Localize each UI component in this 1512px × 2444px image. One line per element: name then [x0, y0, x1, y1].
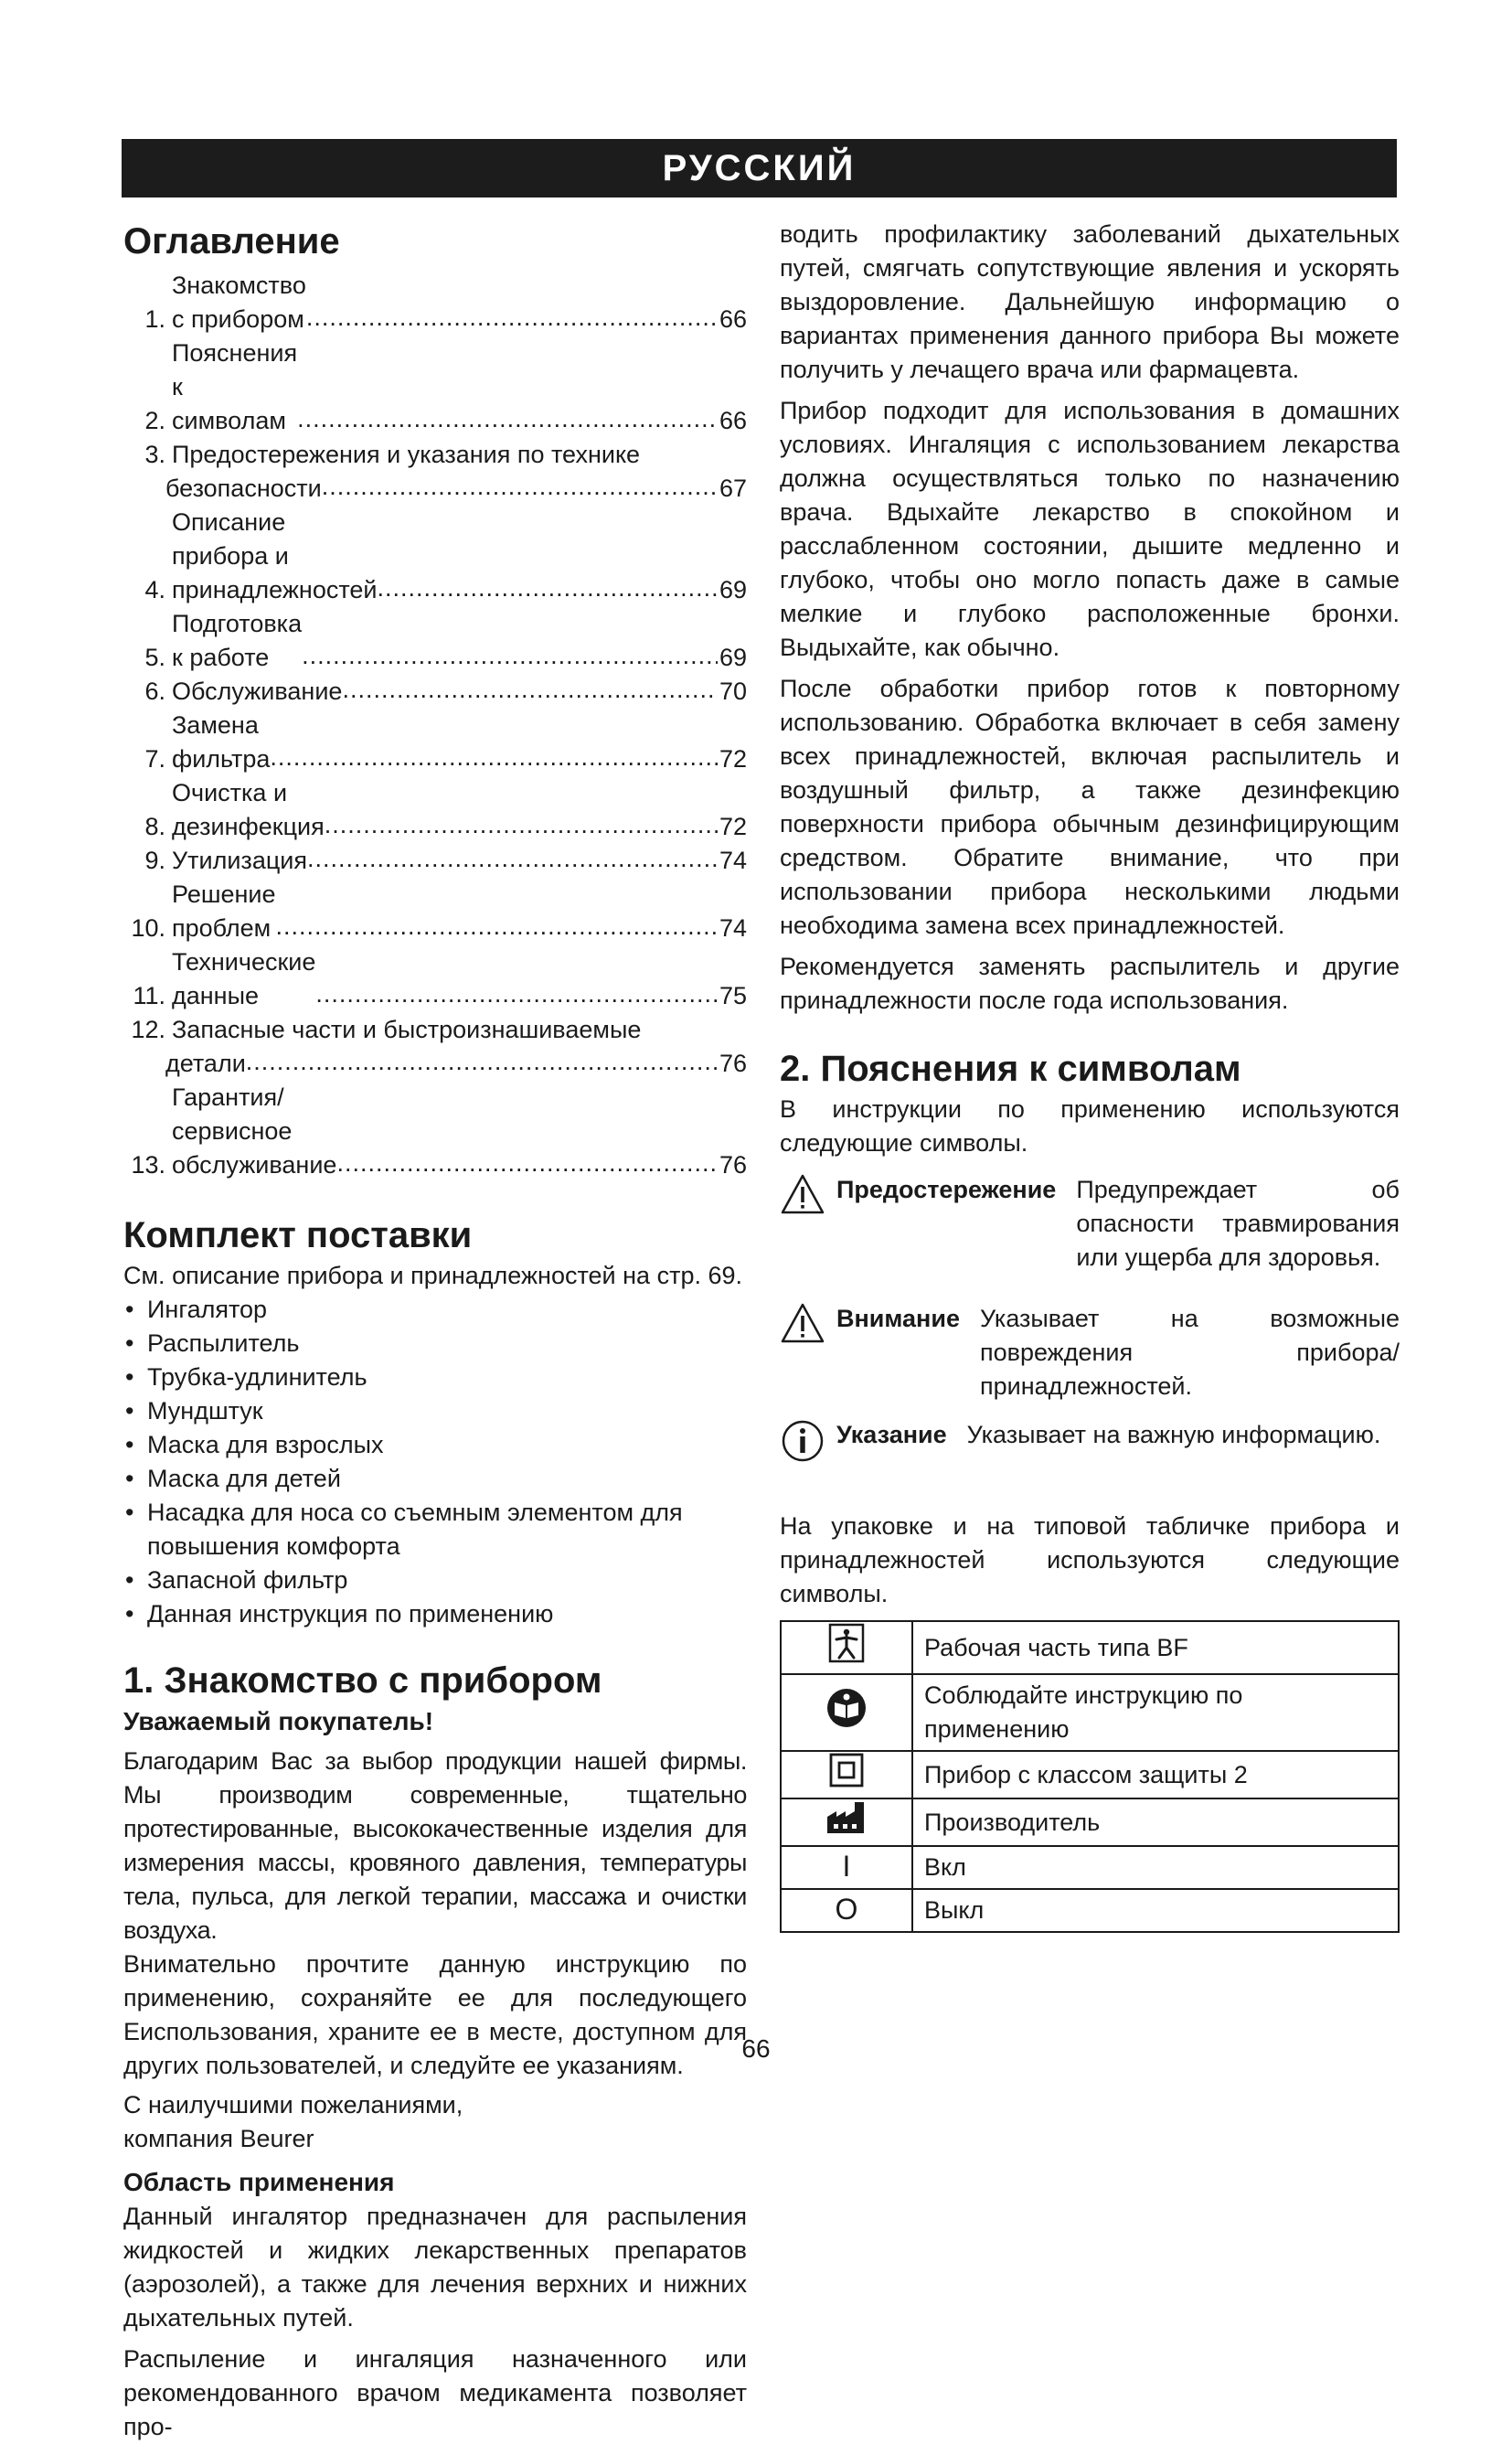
- table-intro: На упаковке и на типовой табличке прибора и принадлежностей используются следующие символы.: [780, 1512, 1400, 1607]
- toc-number: 4.: [144, 576, 165, 603]
- toc-leader: [297, 402, 718, 436]
- symbols-table-text: Производитель: [912, 1798, 1399, 1846]
- delivery-intro: См. описание прибора и принадлежностей на стр. 69.: [123, 1262, 742, 1289]
- toc-page: 76: [719, 1050, 747, 1077]
- toc-page: 74: [719, 847, 747, 874]
- toc-leader: [378, 571, 718, 605]
- toc-item-row: [123, 1047, 747, 1081]
- symbol-label: Внимание: [836, 1305, 960, 1332]
- toc-number: 1.: [144, 305, 165, 333]
- toc-text: Очистка и дезинфекция: [172, 779, 325, 840]
- toc-number: 9.: [144, 847, 165, 874]
- toc-text: Замена фильтра: [172, 711, 271, 773]
- right-paragraph: Рекомендуется заменять распылитель и другие принадлежности после года использования.: [780, 953, 1400, 1014]
- symbols-table-text: Вкл: [912, 1846, 1399, 1889]
- toc-text: Утилизация: [172, 847, 307, 874]
- section2-title: 2. Пояснения к символам: [780, 1049, 1241, 1089]
- table-of-contents: [123, 269, 747, 1182]
- section1-paragraph: Благодарим Вас за выбор продукции нашей фирмы. Мы производим современные, тщательно протестированные, высококачественные изделия для измерения массы, кровяного давления, температуры тела, пульса, для легкой терапии, массажа и очистки воздуха.: [123, 1747, 747, 1944]
- delivery-list: [123, 1293, 747, 1631]
- right-column: [780, 218, 1400, 1933]
- symbol-explanation: [780, 1173, 1400, 1275]
- toc-text: детали: [165, 1050, 246, 1077]
- toc-item: [123, 776, 747, 844]
- symbols-table-icon-cell: [781, 1751, 912, 1798]
- warning-triangle-icon: [780, 1173, 836, 1224]
- toc-page: 74: [719, 914, 747, 942]
- symbol-description: Указывает на важную информацию.: [966, 1421, 1381, 1448]
- toc-leader: [307, 842, 718, 876]
- symbols-table-text: Выкл: [912, 1889, 1399, 1932]
- right-paragraph: Прибор подходит для использования в домашних условиях. Ингаляция с использованием лекарства должна осуществляться только по назначению врача. Вдыхайте лекарство в спокойном и расслабленном состоянии, дышите медленно и глубоко, чтобы оно могло попасть даже в самые мелкие и глубоко расположенные бронхи. Выдыхайте, как обычно.: [780, 397, 1400, 661]
- section1-title: 1. Знакомство с прибором: [123, 1660, 602, 1701]
- toc-item: [123, 506, 747, 607]
- toc-leader: [325, 808, 718, 842]
- toc-number: 2.: [144, 407, 165, 434]
- section1-paragraph: Данный ингалятор предназначен для распыления жидкостей и жидких лекарственных препаратов (аэрозолей), а также для лечения верхних и нижних дыхательных путей.: [123, 2203, 747, 2332]
- left-column: [123, 218, 747, 2444]
- toc-leader: [342, 673, 718, 707]
- toc-text: Технические данные: [172, 948, 316, 1009]
- toc-text: Обслуживание: [172, 678, 343, 705]
- symbols-table-text: Рабочая часть типа BF: [912, 1621, 1399, 1674]
- section1-paragraph: Распыление и ингаляция назначенного или рекомендованного врачом медикамента позволяет про-: [123, 2345, 747, 2440]
- toc-number: 13.: [131, 1151, 165, 1179]
- toc-page: 72: [719, 813, 747, 840]
- toc-page: 69: [719, 576, 747, 603]
- delivery-item: • Насадка для носа со съемным элементом для повышения комфорта: [123, 1496, 747, 1564]
- toc-leader: [315, 977, 718, 1011]
- protection-class-2-icon: [829, 1766, 864, 1793]
- symbols-table-row: [781, 1846, 1399, 1889]
- symbols-table-row: [781, 1889, 1399, 1932]
- greeting-line: С наилучшими пожеланиями,: [123, 2091, 463, 2118]
- right-paragraph: водить профилактику заболеваний дыхательных путей, смягчать сопутствующие явления и ускорять выздоровление. Дальнейшую информацию о вариантах применения данного прибора Вы можете получить у лечащего врача или фармацевта.: [780, 220, 1400, 383]
- toc-item-row: [123, 438, 747, 472]
- warning-triangle-icon: [780, 1302, 836, 1353]
- section2-intro: В инструкции по применению используются следующие символы.: [780, 1095, 1400, 1157]
- toc-text: Предостережения и указания по технике: [172, 441, 641, 468]
- symbol-explanation: [780, 1302, 1400, 1403]
- toc-item: [123, 336, 747, 438]
- toc-number: 8.: [144, 813, 165, 840]
- toc-item: [123, 945, 747, 1013]
- symbols-table-text: Соблюдайте инструкцию по применению: [912, 1674, 1399, 1751]
- delivery-item: • Трубка-удлинитель: [123, 1361, 747, 1394]
- toc-page: 66: [719, 305, 747, 333]
- power-off-icon: O: [835, 1893, 858, 1926]
- toc-text: Описание прибора и принадлежностей: [172, 508, 378, 603]
- symbol-label: Предостережение: [836, 1176, 1057, 1203]
- section1-paragraph: Внимательно прочтите данную инструкцию по применению, сохраняйте ее для последующего Еиспользования, храните ее в месте, доступном для других пользователей, и следуйте ее указаниям.: [123, 1950, 747, 2079]
- toc-item: [123, 709, 747, 776]
- toc-leader: [246, 1045, 718, 1079]
- delivery-title: Комплект поставки: [123, 1215, 473, 1255]
- toc-number: 7.: [144, 745, 165, 773]
- delivery-item: • Ингалятор: [123, 1293, 747, 1327]
- delivery-item: • Маска для взрослых: [123, 1428, 747, 1462]
- toc-page: 75: [719, 982, 747, 1009]
- toc-leader: [336, 1147, 718, 1180]
- symbol-explanations: [780, 1173, 1400, 1473]
- toc-title: Оглавление: [123, 221, 340, 261]
- toc-item: [123, 675, 747, 709]
- toc-item: [123, 438, 747, 506]
- toc-text: Знакомство с прибором: [172, 272, 306, 333]
- page-number: 66: [741, 2034, 771, 2063]
- symbols-table-icon-cell: [781, 1798, 912, 1846]
- toc-text: Подготовка к работе: [172, 610, 303, 671]
- toc-item: [123, 607, 747, 675]
- toc-text: Решение проблем: [172, 880, 276, 942]
- right-paragraph: После обработки прибор готов к повторному использованию. Обработка включает в себя замену всех принадлежностей, включая распылитель и воздушный фильтр, а также дезинфекцию поверхности прибора обычным дезинфицирующим средством. Обратите внимание, что при использовании прибора несколькими людьми необходима замена всех принадлежностей.: [780, 675, 1400, 939]
- toc-page: 66: [719, 407, 747, 434]
- toc-item: [123, 1081, 747, 1182]
- toc-page: 69: [719, 644, 747, 671]
- symbols-table-icon-cell: [781, 1674, 912, 1751]
- symbols-table-text: Прибор с классом защиты 2: [912, 1751, 1399, 1798]
- read-instructions-icon: [825, 1707, 868, 1734]
- toc-number: 3.: [144, 441, 165, 468]
- symbols-table-row: [781, 1798, 1399, 1846]
- symbols-table-row: [781, 1621, 1399, 1674]
- toc-text: Пояснения к символам: [172, 339, 298, 434]
- toc-leader: [270, 741, 718, 774]
- toc-page: 67: [719, 475, 747, 502]
- toc-page: 70: [719, 678, 747, 705]
- toc-text: Запасные части и быстроизнашиваемые: [172, 1016, 642, 1043]
- symbols-table-icon-cell: [781, 1621, 912, 1674]
- symbols-table-row: [781, 1751, 1399, 1798]
- symbols-table-row: [781, 1674, 1399, 1751]
- toc-text: Гарантия/сервисное обслуживание: [172, 1083, 337, 1179]
- toc-number: 11.: [133, 982, 165, 1009]
- symbol-description: Указывает на возможные повреждения прибора/принадлежностей.: [979, 1305, 1400, 1400]
- toc-number: 12.: [131, 1016, 165, 1043]
- toc-number: 10.: [131, 914, 165, 942]
- manufacturer-icon: [825, 1813, 868, 1841]
- symbol-label: Указание: [836, 1421, 947, 1448]
- toc-item: [123, 269, 747, 336]
- delivery-item: • Маска для детей: [123, 1462, 747, 1496]
- toc-leader: [306, 301, 718, 335]
- symbols-table-icon-cell: [781, 1846, 912, 1889]
- section1-subtitle: Уважаемый покупатель!: [123, 1707, 434, 1735]
- power-on-icon: I: [842, 1850, 851, 1883]
- symbol-description: Предупреждает об опасности травмирования или ущерба для здоровья.: [1076, 1176, 1400, 1271]
- toc-item: [123, 844, 747, 878]
- symbols-table: [780, 1620, 1400, 1933]
- toc-leader: [322, 470, 718, 504]
- toc-page: 72: [719, 745, 747, 773]
- delivery-item: • Распылитель: [123, 1327, 747, 1361]
- delivery-item: • Запасной фильтр: [123, 1564, 747, 1597]
- toc-item: [123, 878, 747, 945]
- toc-item: [123, 1013, 747, 1081]
- toc-item-row: [123, 472, 747, 506]
- toc-number: 6.: [144, 678, 165, 705]
- area-title: Область применения: [123, 2168, 395, 2196]
- toc-number: 5.: [144, 644, 165, 671]
- toc-text: безопасности: [165, 475, 322, 502]
- symbol-explanation: [780, 1418, 1400, 1473]
- symbols-table-icon-cell: [781, 1889, 912, 1932]
- delivery-item: • Данная инструкция по применению: [123, 1597, 747, 1631]
- toc-page: 76: [719, 1151, 747, 1179]
- greeting-line: компания Beurer: [123, 2125, 314, 2152]
- toc-item-row: [123, 1013, 747, 1047]
- delivery-item: • Мундштук: [123, 1394, 747, 1428]
- toc-leader: [302, 639, 718, 673]
- toc-leader: [276, 910, 718, 944]
- language-banner: РУССКИЙ: [122, 139, 1397, 197]
- info-circle-icon: [780, 1418, 836, 1473]
- bf-applied-part-icon: [828, 1641, 865, 1669]
